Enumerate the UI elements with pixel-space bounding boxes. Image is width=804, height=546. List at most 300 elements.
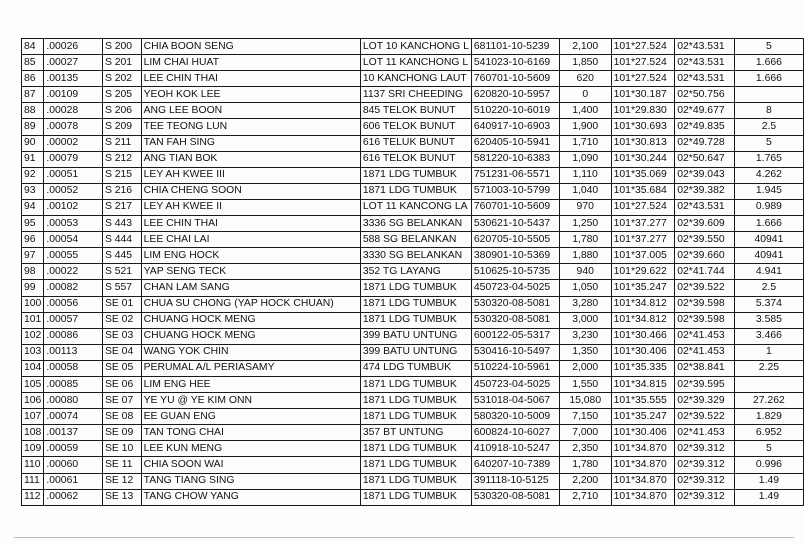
quantity-cell: 1,780 [559,232,611,248]
latitude-cell: 02*43.531 [675,199,735,215]
latitude-cell: 02*43.531 [675,71,735,87]
quantity-cell: 1,350 [559,344,611,360]
file-ref-cell: .00082 [44,280,103,296]
site-code-cell: S 217 [102,199,141,215]
file-ref-cell: .00054 [44,232,103,248]
ic-number-cell: 580320-10-5009 [471,409,559,425]
address-cell: 1871 LDG TUMBUK [360,441,471,457]
longitude-cell: 101*30.693 [611,119,675,135]
owner-name-cell: CHIA SOON WAI [141,457,360,473]
table-row [22,296,804,312]
ic-number-cell: 380901-10-5369 [471,248,559,264]
latitude-cell: 02*39.312 [675,489,735,505]
measurement-cell: 1.945 [734,183,803,199]
quantity-cell: 1,900 [559,119,611,135]
address-cell: 1871 LDG TUMBUK [360,296,471,312]
latitude-cell: 02*43.531 [675,39,735,55]
longitude-cell: 101*27.524 [611,199,675,215]
ic-number-cell: 530320-08-5081 [471,296,559,312]
row-number-cell: 104 [22,360,44,376]
longitude-cell: 101*35.069 [611,167,675,183]
measurement-cell: 1.765 [734,151,803,167]
measurement-cell: 1.49 [734,489,803,505]
file-ref-cell: .00135 [44,71,103,87]
quantity-cell: 940 [559,264,611,280]
measurement-cell: 5.374 [734,296,803,312]
site-code-cell: SE 07 [102,393,141,409]
ic-number-cell: 450723-04-5025 [471,376,559,392]
longitude-cell: 101*34.870 [611,441,675,457]
owner-name-cell: LEE CHIN THAI [141,216,360,232]
table-row [22,55,804,71]
row-number-cell: 103 [22,344,44,360]
file-ref-cell: .00002 [44,135,103,151]
site-code-cell: S 206 [102,103,141,119]
ic-number-cell: 760701-10-5609 [471,199,559,215]
address-cell: 845 TELOK BUNUT [360,103,471,119]
ic-number-cell: 640207-10-7389 [471,457,559,473]
measurement-cell: 1.666 [734,55,803,71]
latitude-cell: 02*49.835 [675,119,735,135]
address-cell: 474 LDG TUMBUK [360,360,471,376]
latitude-cell: 02*39.382 [675,183,735,199]
measurement-cell: 0.989 [734,199,803,215]
site-code-cell: SE 01 [102,296,141,312]
longitude-cell: 101*27.524 [611,39,675,55]
ic-number-cell: 541023-10-6169 [471,55,559,71]
table-row [22,119,804,135]
table-row [22,151,804,167]
owner-name-cell: TAN FAH SING [141,135,360,151]
table-row [22,441,804,457]
file-ref-cell: .00086 [44,328,103,344]
owner-name-cell: TANG CHOW YANG [141,489,360,505]
row-number-cell: 98 [22,264,44,280]
owner-name-cell: CHIA CHENG SOON [141,183,360,199]
table-row [22,489,804,505]
site-code-cell: SE 05 [102,360,141,376]
file-ref-cell: .00061 [44,473,103,489]
quantity-cell: 1,550 [559,376,611,392]
latitude-cell: 02*41.453 [675,425,735,441]
row-number-cell: 92 [22,167,44,183]
longitude-cell: 101*30.244 [611,151,675,167]
row-number-cell: 96 [22,232,44,248]
table-row [22,103,804,119]
owner-name-cell: LIM CHAI HUAT [141,55,360,71]
quantity-cell: 1,110 [559,167,611,183]
longitude-cell: 101*35.335 [611,360,675,376]
file-ref-cell: .00027 [44,55,103,71]
site-code-cell: SE 12 [102,473,141,489]
ic-number-cell: 510220-10-6019 [471,103,559,119]
site-code-cell: SE 04 [102,344,141,360]
file-ref-cell: .00113 [44,344,103,360]
site-code-cell: S 443 [102,216,141,232]
quantity-cell: 15,080 [559,393,611,409]
latitude-cell: 02*50.756 [675,87,735,103]
site-code-cell: SE 09 [102,425,141,441]
quantity-cell: 3,000 [559,312,611,328]
row-number-cell: 99 [22,280,44,296]
measurement-cell [734,87,803,103]
measurement-cell: 8 [734,103,803,119]
measurement-cell: 6.952 [734,425,803,441]
longitude-cell: 101*35.247 [611,280,675,296]
address-cell: 1871 LDG TUMBUK [360,457,471,473]
longitude-cell: 101*34.812 [611,312,675,328]
longitude-cell: 101*35.555 [611,393,675,409]
owner-name-cell: CHUANG HOCK MENG [141,328,360,344]
address-cell: 588 SG BELANKAN [360,232,471,248]
row-number-cell: 107 [22,409,44,425]
file-ref-cell: .00057 [44,312,103,328]
quantity-cell: 3,280 [559,296,611,312]
quantity-cell: 1,400 [559,103,611,119]
measurement-cell: 1 [734,344,803,360]
table-row [22,376,804,392]
measurement-cell: 2.25 [734,360,803,376]
address-cell: 3330 SG BELANKAN [360,248,471,264]
measurement-cell [734,376,803,392]
table-row [22,328,804,344]
file-ref-cell: .00053 [44,216,103,232]
ic-number-cell: 410918-10-5247 [471,441,559,457]
quantity-cell: 2,100 [559,39,611,55]
quantity-cell: 1,880 [559,248,611,264]
longitude-cell: 101*37.277 [611,216,675,232]
quantity-cell: 1,090 [559,151,611,167]
measurement-cell: 1.829 [734,409,803,425]
measurement-cell: 27.262 [734,393,803,409]
owner-name-cell: PERUMAL A/L PERIASAMY [141,360,360,376]
table-row [22,264,804,280]
ic-number-cell: 531018-04-5067 [471,393,559,409]
address-cell: 1137 SRI CHEEDING [360,87,471,103]
longitude-cell: 101*30.466 [611,328,675,344]
site-code-cell: S 200 [102,39,141,55]
latitude-cell: 02*39.598 [675,296,735,312]
quantity-cell: 970 [559,199,611,215]
address-cell: 1871 LDG TUMBUK [360,280,471,296]
row-number-cell: 105 [22,376,44,392]
latitude-cell: 02*39.043 [675,167,735,183]
quantity-cell: 0 [559,87,611,103]
latitude-cell: 02*41.744 [675,264,735,280]
table-row [22,280,804,296]
owner-name-cell: CHIA BOON SENG [141,39,360,55]
file-ref-cell: .00102 [44,199,103,215]
table-row [22,312,804,328]
site-code-cell: S 215 [102,167,141,183]
row-number-cell: 88 [22,103,44,119]
site-code-cell: SE 06 [102,376,141,392]
longitude-cell: 101*30.187 [611,87,675,103]
table-row [22,232,804,248]
file-ref-cell: .00055 [44,248,103,264]
site-code-cell: S 205 [102,87,141,103]
table-row [22,167,804,183]
address-cell: 357 BT UNTUNG [360,425,471,441]
quantity-cell: 2,350 [559,441,611,457]
measurement-cell: 3.585 [734,312,803,328]
longitude-cell: 101*35.247 [611,409,675,425]
quantity-cell: 7,150 [559,409,611,425]
latitude-cell: 02*38.841 [675,360,735,376]
row-number-cell: 102 [22,328,44,344]
page-bottom-rule [14,537,794,538]
file-ref-cell: .00059 [44,441,103,457]
latitude-cell: 02*50.647 [675,151,735,167]
owner-name-cell: LEY AH KWEE II [141,199,360,215]
quantity-cell: 1,250 [559,216,611,232]
row-number-cell: 112 [22,489,44,505]
row-number-cell: 84 [22,39,44,55]
site-code-cell: S 212 [102,151,141,167]
latitude-cell: 02*39.312 [675,473,735,489]
row-number-cell: 108 [22,425,44,441]
longitude-cell: 101*27.524 [611,55,675,71]
registry-table [21,38,804,506]
quantity-cell: 1,050 [559,280,611,296]
row-number-cell: 90 [22,135,44,151]
address-cell: LOT 11 KANCHONG L [360,55,471,71]
table-row [22,473,804,489]
ic-number-cell: 510224-10-5961 [471,360,559,376]
ic-number-cell: 391118-10-5125 [471,473,559,489]
latitude-cell: 02*49.677 [675,103,735,119]
quantity-cell: 2,200 [559,473,611,489]
quantity-cell: 1,780 [559,457,611,473]
owner-name-cell: TAN TONG CHAI [141,425,360,441]
site-code-cell: SE 03 [102,328,141,344]
measurement-cell: 1.49 [734,473,803,489]
longitude-cell: 101*37.277 [611,232,675,248]
ic-number-cell: 530416-10-5497 [471,344,559,360]
latitude-cell: 02*39.312 [675,441,735,457]
measurement-cell: 2.5 [734,280,803,296]
table-row [22,135,804,151]
address-cell: 1871 LDG TUMBUK [360,489,471,505]
latitude-cell: 02*43.531 [675,55,735,71]
table-row [22,393,804,409]
site-code-cell: S 521 [102,264,141,280]
file-ref-cell: .00062 [44,489,103,505]
longitude-cell: 101*34.870 [611,473,675,489]
latitude-cell: 02*39.660 [675,248,735,264]
measurement-cell: 3.466 [734,328,803,344]
row-number-cell: 101 [22,312,44,328]
measurement-cell: 5 [734,39,803,55]
row-number-cell: 110 [22,457,44,473]
file-ref-cell: .00052 [44,183,103,199]
row-number-cell: 106 [22,393,44,409]
owner-name-cell: EE GUAN ENG [141,409,360,425]
site-code-cell: S 216 [102,183,141,199]
file-ref-cell: .00056 [44,296,103,312]
row-number-cell: 109 [22,441,44,457]
row-number-cell: 89 [22,119,44,135]
row-number-cell: 94 [22,199,44,215]
longitude-cell: 101*27.524 [611,71,675,87]
owner-name-cell: CHUA SU CHONG (YAP HOCK CHUAN) [141,296,360,312]
address-cell: 1871 LDG TUMBUK [360,393,471,409]
address-cell: 3336 SG BELANKAN [360,216,471,232]
owner-name-cell: ANG LEE BOON [141,103,360,119]
address-cell: 1871 LDG TUMBUK [360,167,471,183]
table-row [22,457,804,473]
owner-name-cell: TANG TIANG SING [141,473,360,489]
ic-number-cell: 620705-10-5505 [471,232,559,248]
file-ref-cell: .00137 [44,425,103,441]
longitude-cell: 101*35.684 [611,183,675,199]
owner-name-cell: YE YU @ YE KIM ONN [141,393,360,409]
quantity-cell: 2,000 [559,360,611,376]
address-cell: 1871 LDG TUMBUK [360,312,471,328]
table-row [22,87,804,103]
address-cell: 399 BATU UNTUNG [360,344,471,360]
ic-number-cell: 681101-10-5239 [471,39,559,55]
ic-number-cell: 620405-10-5941 [471,135,559,151]
measurement-cell: 2.5 [734,119,803,135]
address-cell: 616 TELUK BUNUT [360,135,471,151]
table-row [22,409,804,425]
table-row [22,183,804,199]
site-code-cell: SE 10 [102,441,141,457]
quantity-cell: 1,850 [559,55,611,71]
address-cell: 1871 LDG TUMBUK [360,183,471,199]
latitude-cell: 02*41.453 [675,344,735,360]
measurement-cell: 40941 [734,232,803,248]
longitude-cell: 101*34.812 [611,296,675,312]
longitude-cell: 101*34.870 [611,457,675,473]
address-cell: 1871 LDG TUMBUK [360,473,471,489]
table-row [22,216,804,232]
row-number-cell: 111 [22,473,44,489]
latitude-cell: 02*39.598 [675,312,735,328]
owner-name-cell: LEE CHIN THAI [141,71,360,87]
ic-number-cell: 600122-05-5317 [471,328,559,344]
row-number-cell: 87 [22,87,44,103]
latitude-cell: 02*39.522 [675,280,735,296]
file-ref-cell: .00078 [44,119,103,135]
site-code-cell: S 201 [102,55,141,71]
measurement-cell: 1.666 [734,71,803,87]
file-ref-cell: .00080 [44,393,103,409]
longitude-cell: 101*34.815 [611,376,675,392]
ic-number-cell: 571003-10-5799 [471,183,559,199]
owner-name-cell: CHUANG HOCK MENG [141,312,360,328]
site-code-cell: S 445 [102,248,141,264]
quantity-cell: 1,040 [559,183,611,199]
table-row [22,360,804,376]
ic-number-cell: 581220-10-6383 [471,151,559,167]
longitude-cell: 101*29.830 [611,103,675,119]
file-ref-cell: .00079 [44,151,103,167]
address-cell: 399 BATU UNTUNG [360,328,471,344]
site-code-cell: S 557 [102,280,141,296]
quantity-cell: 3,230 [559,328,611,344]
row-number-cell: 91 [22,151,44,167]
measurement-cell: 40941 [734,248,803,264]
site-code-cell: SE 13 [102,489,141,505]
table-row [22,39,804,55]
file-ref-cell: .00074 [44,409,103,425]
measurement-cell: 5 [734,135,803,151]
owner-name-cell: LEY AH KWEE III [141,167,360,183]
quantity-cell: 1,710 [559,135,611,151]
address-cell: 10 KANCHONG LAUT [360,71,471,87]
longitude-cell: 101*30.406 [611,425,675,441]
measurement-cell: 4.262 [734,167,803,183]
row-number-cell: 86 [22,71,44,87]
latitude-cell: 02*49.728 [675,135,735,151]
ic-number-cell: 530320-08-5081 [471,489,559,505]
quantity-cell: 7,000 [559,425,611,441]
file-ref-cell: .00026 [44,39,103,55]
row-number-cell: 97 [22,248,44,264]
ic-number-cell: 600824-10-6027 [471,425,559,441]
measurement-cell: 4.941 [734,264,803,280]
site-code-cell: S 209 [102,119,141,135]
ic-number-cell: 510625-10-5735 [471,264,559,280]
address-cell: 352 TG LAYANG [360,264,471,280]
longitude-cell: 101*30.406 [611,344,675,360]
latitude-cell: 02*39.312 [675,457,735,473]
measurement-cell: 5 [734,441,803,457]
owner-name-cell: ANG TIAN BOK [141,151,360,167]
address-cell: 1871 LDG TUMBUK [360,376,471,392]
address-cell: LOT 10 KANCHONG L [360,39,471,55]
site-code-cell: S 211 [102,135,141,151]
row-number-cell: 93 [22,183,44,199]
latitude-cell: 02*41.453 [675,328,735,344]
table-row [22,344,804,360]
address-cell: 616 TELOK BUNUT [360,151,471,167]
owner-name-cell: CHAN LAM SANG [141,280,360,296]
address-cell: LOT 11 KANCONG LA [360,199,471,215]
owner-name-cell: LEE CHAI LAI [141,232,360,248]
longitude-cell: 101*29.622 [611,264,675,280]
ic-number-cell: 620820-10-5957 [471,87,559,103]
latitude-cell: 02*39.595 [675,376,735,392]
measurement-cell: 1.666 [734,216,803,232]
table-row [22,199,804,215]
file-ref-cell: .00085 [44,376,103,392]
address-cell: 1871 LDG TUMBUK [360,409,471,425]
quantity-cell: 2,710 [559,489,611,505]
row-number-cell: 95 [22,216,44,232]
latitude-cell: 02*39.550 [675,232,735,248]
quantity-cell: 620 [559,71,611,87]
ic-number-cell: 640917-10-6903 [471,119,559,135]
owner-name-cell: WANG YOK CHIN [141,344,360,360]
table-row [22,71,804,87]
ic-number-cell: 530320-08-5081 [471,312,559,328]
row-number-cell: 85 [22,55,44,71]
file-ref-cell: .00051 [44,167,103,183]
owner-name-cell: YAP SENG TECK [141,264,360,280]
owner-name-cell: LIM ENG HOCK [141,248,360,264]
file-ref-cell: .00058 [44,360,103,376]
row-number-cell: 100 [22,296,44,312]
longitude-cell: 101*30.813 [611,135,675,151]
file-ref-cell: .00022 [44,264,103,280]
site-code-cell: S 202 [102,71,141,87]
site-code-cell: SE 02 [102,312,141,328]
file-ref-cell: .00060 [44,457,103,473]
owner-name-cell: LIM ENG HEE [141,376,360,392]
